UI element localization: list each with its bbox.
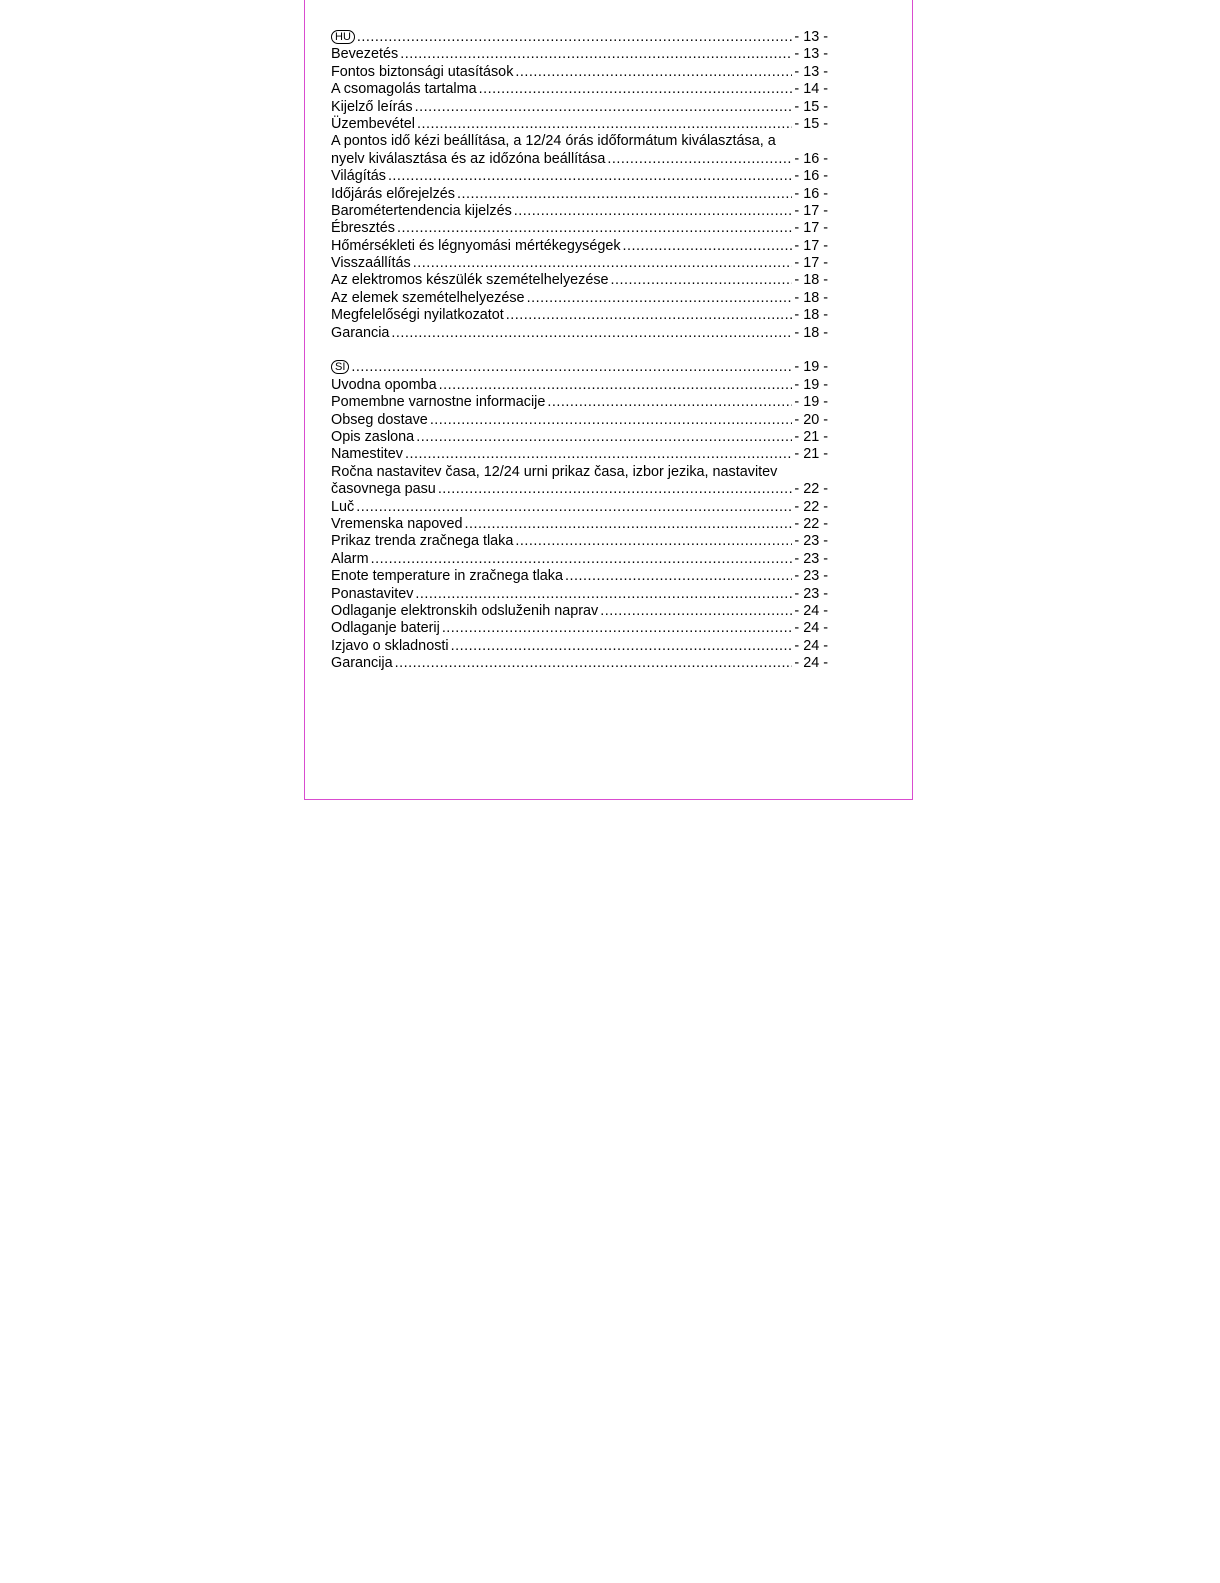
toc-entry-title: Opis zaslona (331, 428, 415, 445)
leader-dots (457, 186, 792, 203)
leader-dots (395, 655, 793, 672)
toc-page-number: - 19 - (794, 359, 828, 376)
toc-entry[interactable] (331, 446, 828, 463)
toc-entry[interactable] (331, 81, 828, 98)
toc-entry-title: Garancija (331, 655, 393, 672)
toc-entry-title: Garancia (331, 324, 390, 341)
toc-entry-title: Az elektromos készülék szemételhelyezése (331, 272, 609, 289)
toc-page-number: - 23 - (794, 568, 828, 585)
toc-section-si (331, 359, 828, 672)
toc-entry[interactable] (331, 220, 828, 237)
hu-country-badge-icon: HU (331, 30, 355, 44)
leader-dots (416, 429, 792, 446)
toc-entry[interactable] (331, 325, 828, 342)
toc-entry-title: Megfelelőségi nyilatkozatot (331, 307, 504, 324)
leader-dots (388, 168, 792, 185)
leader-dots (565, 568, 792, 585)
leader-dots (400, 46, 792, 63)
toc-page-number: - 18 - (794, 307, 828, 324)
toc-entry[interactable] (331, 568, 828, 585)
leader-dots (547, 394, 792, 411)
toc-entry-multiline[interactable] (331, 464, 828, 499)
toc-entry[interactable] (331, 116, 828, 133)
toc-page-number: - 17 - (794, 255, 828, 272)
leader-dots (623, 238, 793, 255)
toc-entry-title: Fontos biztonsági utasítások (331, 63, 514, 80)
leader-dots (405, 446, 792, 463)
toc-entry-title: Pomembne varnostne informacije (331, 394, 546, 411)
leader-dots (415, 99, 793, 116)
toc-entry[interactable] (331, 99, 828, 116)
toc-entry-multiline[interactable] (331, 133, 828, 168)
toc-entry-title: Kijelző leírás (331, 98, 413, 115)
toc-page-number: - 21 - (794, 428, 828, 445)
leader-dots (438, 481, 793, 498)
toc-entry[interactable] (331, 255, 828, 272)
toc-entry[interactable] (331, 638, 828, 655)
toc-page-number: - 18 - (794, 272, 828, 289)
toc-entry-title: Hőmérsékleti és légnyomási mértékegységek (331, 237, 621, 254)
toc-entry[interactable] (331, 290, 828, 307)
toc-entry-title: Obseg dostave (331, 411, 428, 428)
toc-entry-title: Izjavo o skladnosti (331, 637, 449, 654)
toc-page-number: - 20 - (794, 411, 828, 428)
toc-page-number: - 13 - (794, 46, 828, 63)
toc-entry[interactable] (331, 168, 828, 185)
toc-entry-title: Luč (331, 498, 355, 515)
leader-dots (397, 220, 792, 237)
leader-dots (371, 551, 793, 568)
leader-dots (415, 586, 792, 603)
toc-page-number: - 18 - (794, 289, 828, 306)
toc-page-number: - 13 - (794, 63, 828, 80)
toc-entry-title: časovnega pasu (331, 481, 436, 498)
toc-page-number: - 23 - (794, 533, 828, 550)
toc-page-number: - 19 - (794, 394, 828, 411)
toc-entry-title: Odlaganje baterij (331, 620, 440, 637)
toc-page-number: - 14 - (794, 81, 828, 98)
toc-page-number: - 22 - (794, 498, 828, 515)
table-of-contents (331, 29, 828, 672)
toc-entry[interactable] (331, 272, 828, 289)
toc-entry-title: Világítás (331, 168, 386, 185)
leader-dots (417, 116, 792, 133)
toc-section-hu (331, 29, 828, 342)
toc-entry-title: Az elemek szemételhelyezése (331, 289, 525, 306)
toc-entry[interactable] (331, 64, 828, 81)
toc-page-number: - 17 - (794, 202, 828, 219)
toc-entry[interactable] (331, 412, 828, 429)
toc-entry-title: nyelv kiválasztása és az időzóna beállítása (331, 150, 606, 167)
toc-page-number: - 24 - (794, 655, 828, 672)
toc-entry-title: Időjárás előrejelzés (331, 185, 455, 202)
toc-entry-title: Namestitev (331, 446, 403, 463)
toc-page-number: - 16 - (794, 185, 828, 202)
leader-dots (611, 272, 793, 289)
toc-page-number: - 22 - (794, 515, 828, 532)
leader-dots (430, 412, 793, 429)
leader-dots (464, 516, 792, 533)
toc-entry[interactable] (331, 551, 828, 568)
leader-dots (351, 359, 792, 376)
toc-page-number: - 22 - (794, 481, 828, 498)
toc-page-number: - 15 - (794, 98, 828, 115)
leader-dots (356, 499, 792, 516)
toc-page-number: - 19 - (794, 376, 828, 393)
toc-entry-title: Üzembevétel (331, 115, 415, 132)
toc-entry[interactable] (331, 499, 828, 516)
toc-entry[interactable] (331, 238, 828, 255)
toc-entry-title: Vremenska napoved (331, 515, 463, 532)
toc-entry[interactable] (331, 429, 828, 446)
toc-page-number: - 17 - (794, 237, 828, 254)
toc-entry-title-line1: Ročna nastavitev časa, 12/24 urni prikaz časa, izbor jezika, nastavitev (331, 463, 778, 480)
toc-entry-title: Prikaz trenda zračnega tlaka (331, 533, 514, 550)
leader-dots (527, 290, 793, 307)
toc-entry[interactable] (331, 586, 828, 603)
toc-entry-title: Ponastavitev (331, 585, 414, 602)
toc-entry-title: Odlaganje elektronskih odsluženih naprav (331, 602, 599, 619)
toc-entry[interactable] (331, 516, 828, 533)
leader-dots (600, 603, 792, 620)
toc-page-number: - 15 - (794, 115, 828, 132)
leader-dots (413, 255, 793, 272)
toc-page-number: - 18 - (794, 324, 828, 341)
leader-dots (479, 81, 793, 98)
toc-entry-title: Ébresztés (331, 220, 395, 237)
leader-dots (515, 64, 792, 81)
toc-page-number: - 23 - (794, 550, 828, 567)
toc-entry-title: Barométertendencia kijelzés (331, 202, 512, 219)
toc-entry[interactable] (331, 377, 828, 394)
toc-entry-title-line1: A pontos idő kézi beállítása, a 12/24 órás időformátum kiválasztása, a (331, 133, 776, 150)
toc-entry[interactable] (331, 620, 828, 637)
si-country-badge-icon: SI (331, 360, 349, 374)
toc-page-number: - 23 - (794, 585, 828, 602)
toc-section-header-si[interactable] (331, 359, 828, 376)
toc-page-number: - 13 - (794, 29, 828, 45)
leader-dots (442, 620, 793, 637)
toc-entry[interactable] (331, 603, 828, 620)
toc-page-number: - 24 - (794, 637, 828, 654)
leader-dots (439, 377, 793, 394)
toc-section-header-hu[interactable] (331, 29, 828, 46)
toc-entry-title: Uvodna opomba (331, 376, 437, 393)
toc-entry-title: A csomagolás tartalma (331, 81, 477, 98)
toc-entry[interactable] (331, 186, 828, 203)
leader-dots (451, 638, 793, 655)
toc-page-number: - 24 - (794, 620, 828, 637)
toc-entry[interactable] (331, 394, 828, 411)
toc-entry-title: Enote temperature in zračnega tlaka (331, 568, 563, 585)
toc-entry-title: Visszaállítás (331, 255, 411, 272)
toc-entry-title: Bevezetés (331, 46, 399, 63)
leader-dots (514, 203, 793, 220)
toc-entry[interactable] (331, 533, 828, 550)
toc-page-number: - 21 - (794, 446, 828, 463)
leader-dots (515, 533, 792, 550)
leader-dots (391, 325, 792, 342)
toc-entry-title: Alarm (331, 550, 369, 567)
toc-page-number: - 24 - (794, 602, 828, 619)
leader-dots (506, 307, 793, 324)
toc-entry[interactable] (331, 46, 828, 63)
toc-entry[interactable] (331, 307, 828, 324)
toc-page-number: - 16 - (794, 168, 828, 185)
leader-dots (357, 29, 793, 46)
toc-entry[interactable] (331, 655, 828, 672)
toc-page-number: - 16 - (794, 150, 828, 167)
toc-entry[interactable] (331, 203, 828, 220)
leader-dots (607, 151, 792, 168)
toc-page-number: - 17 - (794, 220, 828, 237)
